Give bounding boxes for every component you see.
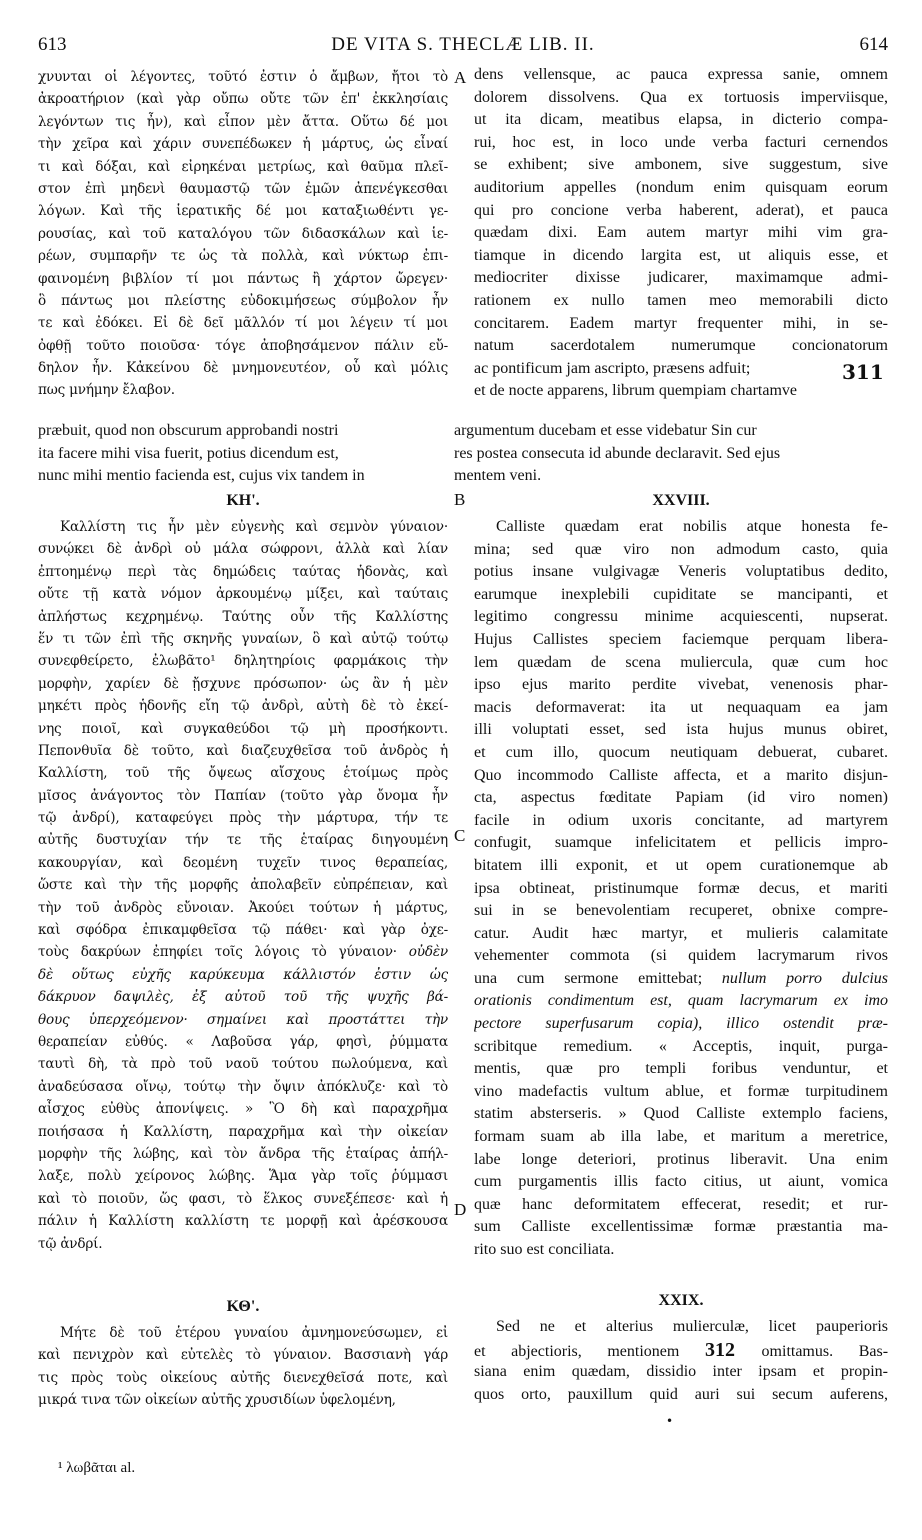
line-text: ρέων, συμπαρῆν τε ὡς τὰ πολλὰ, καὶ νύκτωρ ἐπι- xyxy=(38,248,448,265)
line-text: ipsa obtineat, pristinumque formæ decus, et mariti xyxy=(474,879,888,897)
text-line xyxy=(38,897,448,919)
line-text: pectore superfusarum copia), illico ostendit præ- xyxy=(474,1015,888,1033)
line-text: bitatem illi exponit, et ut opem curationemque ab xyxy=(474,856,888,874)
line-text: ταυτὶ δὴ, τὰ πρὸ τοῦ ναοῦ τούτου πωλούμενα, καὶ xyxy=(38,1056,448,1073)
line-text: potius insane vulgivagæ Veneris voluptatibus dedito, xyxy=(474,563,888,581)
text-line xyxy=(474,87,888,110)
line-text: orationis condimentum est, quam lacrymarum ex imo xyxy=(474,992,888,1010)
line-text: dens vellensque, ac pauca expressa sanie, omnem xyxy=(474,66,888,83)
line-text: λεγόντων τις ἦν), καὶ εἶπον μὲν ἄττα. Οὕτω δέ μοι xyxy=(38,113,448,130)
text-line xyxy=(474,1013,888,1036)
line-text: συνῴκει δὲ ἀνδρὶ οὐ μάλα σώφρονι, ἀλλὰ καὶ λίαν xyxy=(38,541,448,558)
text-line xyxy=(38,1188,448,1210)
latin-section-xxix xyxy=(474,1316,888,1406)
section-heading-xxix: XXIX. xyxy=(658,1292,704,1309)
text-line xyxy=(38,740,448,762)
text-line xyxy=(474,335,888,358)
line-text: αἶσχος εὐθὺς ἀπονίψεις. » Ὃ δὴ καὶ παραχρῆμα xyxy=(38,1101,448,1118)
line-text: rationem ex nullo tamen meo memorabili dicto xyxy=(474,291,888,309)
line-text: λόγων. Καὶ τῆς ἱερατικῆς δέ μοι καταξιωθέντι γε- xyxy=(38,203,448,220)
text-line xyxy=(38,1143,448,1165)
text-line xyxy=(474,132,888,155)
latin-section-xxviii xyxy=(474,516,888,1262)
line-text: τοὺς δακρύων ἐπηφίει τοῖς λόγοις τὸ γύναιον· xyxy=(38,944,397,961)
line-text: μῖσος ἀνάγοντος τὸν Παπίαν (τοῦτο γὰρ ὄνομα ἦν xyxy=(38,787,448,804)
text-line xyxy=(474,855,888,878)
text-line xyxy=(474,1126,888,1149)
text-line xyxy=(38,919,448,941)
line-text: ac pontificum jam ascripto, præsens adfuit; xyxy=(474,359,751,377)
line-text: et de nocte apparens, librum quempiam chartamve xyxy=(474,382,797,400)
text-line xyxy=(38,874,448,896)
text-line xyxy=(474,878,888,901)
line-text: Καλλίστη, τοῦ τῆς ὄψεως αἴσχους ἑτοίμως πρὸς xyxy=(38,765,448,782)
line-text: τὴν τοῦ ἀνδρὸς εὔνοιαν. Ἀκούει τούτων ἡ μάρτυς, xyxy=(38,899,448,916)
text-line xyxy=(474,832,888,855)
text-line xyxy=(474,900,888,923)
text-line xyxy=(474,765,888,788)
line-text: στον ἐπὶ μηδενὶ θαυμαστῷ τῶν ἐμῶν ἀπενέγκεσθαι xyxy=(38,180,448,197)
footnote: ¹ λωβᾶται al. xyxy=(58,1460,136,1476)
text-line xyxy=(474,177,888,200)
line-text: τῷ ἀνδρί. xyxy=(38,1235,103,1252)
line-text: δάκρυον δαψιλὲς, ἐξ αὐτοῦ τοῦ τῆς ψυχῆς βά- xyxy=(38,989,448,1006)
page-header xyxy=(38,34,888,60)
section-heading-kh: ΚΗ'. xyxy=(226,492,260,509)
text-line xyxy=(474,810,888,833)
line-text: καὶ σφόδρα ἐπικαμφθεῖσα τῷ πάθει· καὶ γὰρ ὀχε- xyxy=(38,922,448,939)
text-line xyxy=(38,1322,448,1344)
full-line-left: præbuit, quod non obscurum approbandi nostri xyxy=(38,422,339,439)
line-text: vehementer commota (si quidem lacrymarum rivos xyxy=(474,947,888,965)
text-line xyxy=(474,1239,888,1262)
line-text: legitimo congressu minime acquiescenti, nupserat. xyxy=(474,608,888,626)
text-line xyxy=(38,66,448,88)
line-text: earumque inexplebili cupiditate se mancipanti, et xyxy=(474,585,888,603)
line-text: illi voluptati esset, sed ista hujus munus obiret, xyxy=(474,721,888,739)
text-line xyxy=(474,539,888,562)
line-text: τις πρὸς τοὺς οἰκείους αὐτῆς διενεχθεῖσά ποτε, καὶ xyxy=(38,1369,448,1386)
line-text: sui in se benevolentiam recuperet, obnixe compre- xyxy=(474,902,888,920)
text-line xyxy=(38,785,448,807)
line-text: ἀναδεύσασα οἴνῳ, τούτῳ τὴν ὄψιν ἀπόκλυζε· καὶ τὸ xyxy=(38,1078,448,1095)
full-line-left: ita facere mihi visa fuerit, potius dicendum est, xyxy=(38,444,339,462)
margin-marker-d: D xyxy=(454,1200,467,1219)
line-text: ὥστε καὶ τὴν τῆς μορφῆς ἀπολαβεῖν εὐπρέπειαν, καὶ xyxy=(38,877,448,894)
text-line xyxy=(38,357,448,379)
line-text: θους ὑπερχεόμενον· σημαίνει καὶ προστάττει τὴν xyxy=(38,1011,448,1028)
page-number-left: 613 xyxy=(38,34,67,55)
text-line xyxy=(38,335,448,357)
full-line-right: mentem veni. xyxy=(454,467,542,485)
line-text: Quo incommodo Calliste affecta, et a marito disjun- xyxy=(474,766,888,784)
text-line xyxy=(38,1344,448,1366)
text-line xyxy=(474,1216,888,1239)
text-line xyxy=(474,154,888,177)
italic-quote-start: οὐδὲν xyxy=(396,944,448,961)
line-text: lem quædam de scena muliercula, quæ cum hoc xyxy=(474,653,888,671)
line-text: καὶ τὸ ποιοῦν, ὥς φασι, τὸ ἕλκος συνεξέπεσε· καὶ ἡ xyxy=(38,1190,448,1207)
line-text: natum sacerdotalem numerumque concionatorum xyxy=(474,337,888,355)
text-line xyxy=(474,652,888,675)
text-line xyxy=(38,986,448,1008)
line-text: τῷ ἀνδρί), καταφεύγει πρὸς τὴν μάρτυρα, τήν τε xyxy=(38,810,448,827)
text-line xyxy=(474,719,888,742)
text-line xyxy=(38,1031,448,1053)
text-line xyxy=(38,290,448,312)
text-line xyxy=(38,245,448,267)
text-line xyxy=(38,1098,448,1120)
text-line xyxy=(38,1165,448,1187)
text-line xyxy=(474,787,888,810)
greek-section-kh xyxy=(38,516,448,1255)
line-text: μορφὴν τῆς λώβης, καὶ τὸν ἄνδρα τῆς ἑταίρας ἀπήλ- xyxy=(38,1145,448,1162)
line-text: dolorem dissolvens. Qua ex tortuosis imperviisque, xyxy=(474,88,888,106)
text-line xyxy=(474,1316,888,1339)
text-line xyxy=(474,990,888,1013)
margin-marker-b: B xyxy=(454,490,466,509)
line-text: quos orto, pauxillum quid auri sui secum auferens, xyxy=(474,1385,888,1403)
text-line xyxy=(474,1036,888,1059)
text-line xyxy=(474,245,888,268)
text-line xyxy=(38,1233,448,1255)
text-line xyxy=(474,561,888,584)
line-text: scribitque remedium. « Acceptis, inquit, purga- xyxy=(474,1037,888,1055)
text-line xyxy=(38,1210,448,1232)
line-text: Μήτε δὲ τοῦ ἑτέρου γυναίου ἀμνημονεύσωμεν, εἰ xyxy=(60,1325,448,1341)
latin-column-top xyxy=(474,64,888,403)
line-text: τε καὶ ἐδόκει. Εἰ δὲ δεῖ μᾶλλόν τί μοι λέγειν τί μοι xyxy=(38,315,448,332)
line-text: Sed ne et alterius mulierculæ, licet pauperioris xyxy=(496,1318,888,1335)
line-text: rui, hoc est, in loco unde verba facturi cernendos xyxy=(474,133,888,151)
line-text: δὲ οὕτως εὐχῆς καρύκευμα κάλλιστόν ἐστιν ὡς xyxy=(38,966,448,983)
line-text: statim absterseris. » Quod Calliste extemplo faciens, xyxy=(474,1105,888,1123)
text-line xyxy=(38,695,448,717)
page-number-right: 614 xyxy=(859,34,888,55)
text-line xyxy=(474,697,888,720)
text-line xyxy=(38,268,448,290)
text-line xyxy=(38,606,448,628)
text-line xyxy=(38,111,448,133)
line-text: Calliste quædam erat nobilis atque honesta fe- xyxy=(496,518,888,535)
line-text: ut ita dicam, meatibus elapsa, in dicterio compa- xyxy=(474,111,888,129)
text-line xyxy=(38,941,448,963)
section-heading-kth: ΚΘ'. xyxy=(226,1298,260,1315)
line-text: quæ hanc deformitatem effecerat, resedit; et rur- xyxy=(474,1195,888,1213)
text-line xyxy=(38,852,448,874)
line-text: se exhibent; sive ambonem, sive suggestum, sive xyxy=(474,156,888,174)
text-line xyxy=(474,1339,888,1362)
text-line xyxy=(474,1171,888,1194)
full-line-left: nunc mihi mentio facienda est, cujus vix tandem in xyxy=(38,467,365,485)
line-text: tiamque in dicendo largita est, ut aliquis esse, et xyxy=(474,246,888,264)
running-title: DE VITA S. THECLÆ LIB. II. xyxy=(331,34,595,55)
line-text: θεραπείαν εὐθύς. « Λαβοῦσα γάρ, φησὶ, ῥύμματα xyxy=(38,1033,448,1050)
line-text: ποιήσασα ἡ Καλλίστη, παραχρῆμα καὶ τὴν οἰκείαν xyxy=(38,1123,448,1140)
line-text: auditorium appelles (nondum enim quisquam eorum xyxy=(474,178,888,196)
text-line xyxy=(474,1081,888,1104)
line-text: νης ποιοῖ, καὶ συγκαθεύδοι τῷ μὴ προσήκοντι. xyxy=(38,720,448,737)
line-text: vino madefactis vultum ablue, et formæ turpitudinem xyxy=(474,1082,888,1100)
text-line xyxy=(474,1058,888,1081)
margin-marker-c: C xyxy=(454,826,466,845)
line-text: αὐτῆς δυστυχίαν τήν τε τῆς ἑταίρας διηγουμένη xyxy=(38,832,448,849)
line-text: ipso ejus marito perdite vivebat, venenosis phar- xyxy=(474,676,888,694)
full-width-line xyxy=(38,420,888,443)
text-line xyxy=(474,358,888,381)
full-width-line xyxy=(38,443,888,466)
line-text: καὶ πενιχρὸν καὶ εὐτελὲς τὸ γύναιον. Βασσιανὴ γάρ xyxy=(38,1347,448,1364)
text-line xyxy=(38,807,448,829)
text-line xyxy=(38,1076,448,1098)
line-text: mina; sed quæ viro non admodum casto, quia xyxy=(474,540,888,558)
text-line xyxy=(38,223,448,245)
line-text: λαξε, πολὺ χείρονος λώβης. Ἅμα γὰρ τοῖς ῥύμμασι xyxy=(38,1168,448,1185)
text-line xyxy=(474,1194,888,1217)
greek-section-kth xyxy=(38,1322,448,1412)
line-text: μικρά τινα τῶν οἰκείων αὐτῆς χρυσιδίων ὑφελομένη, xyxy=(38,1392,396,1409)
line-text: macis deformaverat: ita ut nequaquam ea jam xyxy=(474,698,888,716)
column-number-311: 311 xyxy=(842,360,884,384)
text-line xyxy=(38,133,448,155)
text-line xyxy=(38,1009,448,1031)
text-line xyxy=(474,629,888,652)
text-line xyxy=(38,516,448,538)
text-line xyxy=(474,200,888,223)
line-text: τὴν χεῖρα καὶ χάριν συνεπέδωκεν ἡ μάρτυς, ὡς εἶναί xyxy=(38,136,448,153)
text-line xyxy=(38,538,448,560)
text-line xyxy=(38,561,448,583)
text-line xyxy=(474,380,888,403)
text-line xyxy=(38,718,448,740)
margin-marker-a: A xyxy=(454,68,467,87)
text-line xyxy=(474,968,888,991)
text-line xyxy=(474,267,888,290)
text-line xyxy=(38,1053,448,1075)
text-line xyxy=(38,200,448,222)
text-line xyxy=(38,312,448,334)
text-line xyxy=(474,1361,888,1384)
greek-column-top xyxy=(38,66,448,402)
line-text: formam suam ab illa labe, et maritum a meretrice, xyxy=(474,1128,888,1146)
text-line xyxy=(38,156,448,178)
text-line xyxy=(38,964,448,986)
line-text: δηλον ἦν. Κἀκείνου δὲ μνημονευτέον, οὗ καὶ μόλις xyxy=(38,360,448,377)
line-text: confugit, suamque infelicitatem et pellicis impro- xyxy=(474,834,888,852)
text-line xyxy=(38,650,448,672)
line-text: catur. Audit hæc martyr, et mulieris calamitate xyxy=(474,924,888,942)
text-line xyxy=(474,64,888,87)
line-text: ἀπλήστως κεχρημένῳ. Ταύτης οὖν τῆς Καλλίστης xyxy=(38,608,448,625)
text-line xyxy=(38,178,448,200)
text-line xyxy=(474,742,888,765)
full-width-line xyxy=(38,465,888,488)
line-text: et abjectioris, mentionem xyxy=(474,1342,680,1360)
full-line-right: res postea consecuta id abunde declaravit. Sed ejus xyxy=(454,444,781,462)
line-text: et cum illo, quocum neutiquam debuerat, cubaret. xyxy=(474,743,888,761)
line-text: ὃ πάντως μοι πλείστης εὐδοκιμήσεως σύμβολον ἦν xyxy=(38,292,448,309)
line-text: una cum sermone emittebat; xyxy=(474,969,703,987)
line-text: ὀφθῇ τοῦτο ποιοῦσα· τόγε ἀποβησάμενον πάλιν εὔ- xyxy=(38,337,448,354)
text-line xyxy=(38,583,448,605)
text-line xyxy=(474,606,888,629)
text-line xyxy=(474,1384,888,1407)
text-line xyxy=(38,1389,448,1411)
text-line xyxy=(474,1149,888,1172)
line-text: Καλλίστη τις ἦν μὲν εὐγενὴς καὶ σεμνὸν γύναιον· xyxy=(60,519,448,535)
text-line xyxy=(474,313,888,336)
line-text: mentis, quæ pro templi foribus venduntur, et xyxy=(474,1060,888,1078)
line-text: τι καὶ δόξαι, καὶ εἰρηκέναι μετρίως, καὶ θαῦμα πλεῖ- xyxy=(38,158,448,175)
text-line xyxy=(474,674,888,697)
line-text: ρουσίας, καὶ τοῦ καταλόγου τῶν διδασκάλων καὶ ἱε- xyxy=(38,225,448,242)
text-line xyxy=(38,829,448,851)
text-line xyxy=(38,88,448,110)
line-text: cta, aspectus fœditate Papiam (id viro nomen) xyxy=(474,789,888,807)
line-text: rito suo est conciliata. xyxy=(474,1241,615,1258)
line-text: ἐπτοημένῳ περὶ τὰς δημώδεις ταύτας ἡδονὰς, καὶ xyxy=(38,563,448,580)
line-text: concitarem. Eadem martyr frequenter mihi, in se- xyxy=(474,314,888,332)
italic-quote-start: nullum porro dulcius xyxy=(702,969,888,987)
full-line-right: argumentum ducebam et esse videbatur Sin cur xyxy=(454,422,757,439)
line-text: συνεφθείρετο, ἐλωβᾶτο¹ δηλητηρίοις φαρμάκοις τὴν xyxy=(38,653,448,670)
text-line xyxy=(38,1367,448,1389)
text-line xyxy=(38,379,448,401)
line-text: πάλιν ἡ Καλλίστη καλλίστη τε μορφῇ καὶ ἀρέσκουσα xyxy=(38,1213,448,1230)
line-text: φαινομένη βιβλίον τί μοι πάντως ἢ χάρτον ὤρεγεν· xyxy=(38,270,448,287)
line-text: omittamus. Bas- xyxy=(761,1342,888,1360)
line-text: sum Calliste excellentissimæ formæ præstantia ma- xyxy=(474,1218,888,1236)
line-text: Hujus Callistes speciem faciemque perquam libera- xyxy=(474,630,888,648)
line-text: ἀκροατήριον (καὶ γὰρ οὔπω οὔτε τῶν ἐπ' ἐκκλησίαις xyxy=(38,91,448,108)
text-line xyxy=(38,1121,448,1143)
text-line xyxy=(38,673,448,695)
line-text: labe longe deteriori, protinus liberavit. Una enim xyxy=(474,1150,888,1168)
line-text: χνυνται οἱ λέγοντες, τοῦτό ἐστιν ὁ ἄμβων, ἤτοι τὸ xyxy=(38,69,448,85)
text-line xyxy=(38,628,448,650)
line-text: qui pro concione verba haberent, aderat), et pauca xyxy=(474,201,888,219)
text-line xyxy=(474,584,888,607)
full-width-lines xyxy=(38,420,888,488)
line-text: siana enim quædam, dissidio inter ipsam et propin- xyxy=(474,1363,888,1381)
line-text: κακουργίαν, καὶ δεομένη τυχεῖν τινος θεραπείας, xyxy=(38,854,448,871)
line-text: mediocriter dixisse judicarer, maximamque admi- xyxy=(474,269,888,287)
section-heading-xxviii: XXVIII. xyxy=(652,492,710,509)
line-text: οὔτε τῇ κατὰ νόμον ἀρκουμένῳ μίξει, καὶ ταύταις xyxy=(38,586,448,603)
text-line xyxy=(474,945,888,968)
text-line xyxy=(474,1103,888,1126)
line-text: cum purgamentis illis facto citius, ut aiunt, vomica xyxy=(474,1173,888,1191)
line-text: Πεπονθυῖα δὲ τοῦτο, καὶ διαζευχθεῖσα τοῦ ἀνδρὸς ἡ xyxy=(38,742,448,759)
text-line xyxy=(474,222,888,245)
text-line xyxy=(474,923,888,946)
text-line xyxy=(38,762,448,784)
line-text: facile in odium uxoris concitante, ad martyrem xyxy=(474,811,888,829)
line-text: μηκέτι πρὸς ἡδονῆς εἴη τῷ ἀνδρὶ, αὐτὴ δὲ τὸ ἐκεί- xyxy=(38,698,448,715)
text-line xyxy=(474,109,888,132)
line-text: πως μνήμην ἔλαβον. xyxy=(38,382,175,399)
column-number-312: 312 xyxy=(704,1338,762,1361)
line-text: μορφὴν, χαρίεν δὲ ᾔσχυνε πρόσωπον· ὡς ἂν ἡ μὲν xyxy=(38,675,448,692)
text-line xyxy=(474,516,888,539)
line-text: ἕν τι τῶν ἐπὶ τῆς σκηνῆς γυναίων, ὃ καὶ αὐτῷ τούτῳ xyxy=(38,630,448,647)
text-line xyxy=(474,290,888,313)
printer-mark: • xyxy=(666,1414,674,1428)
line-text: quædam dixi. Eam autem martyr mihi vim gra- xyxy=(474,224,888,242)
